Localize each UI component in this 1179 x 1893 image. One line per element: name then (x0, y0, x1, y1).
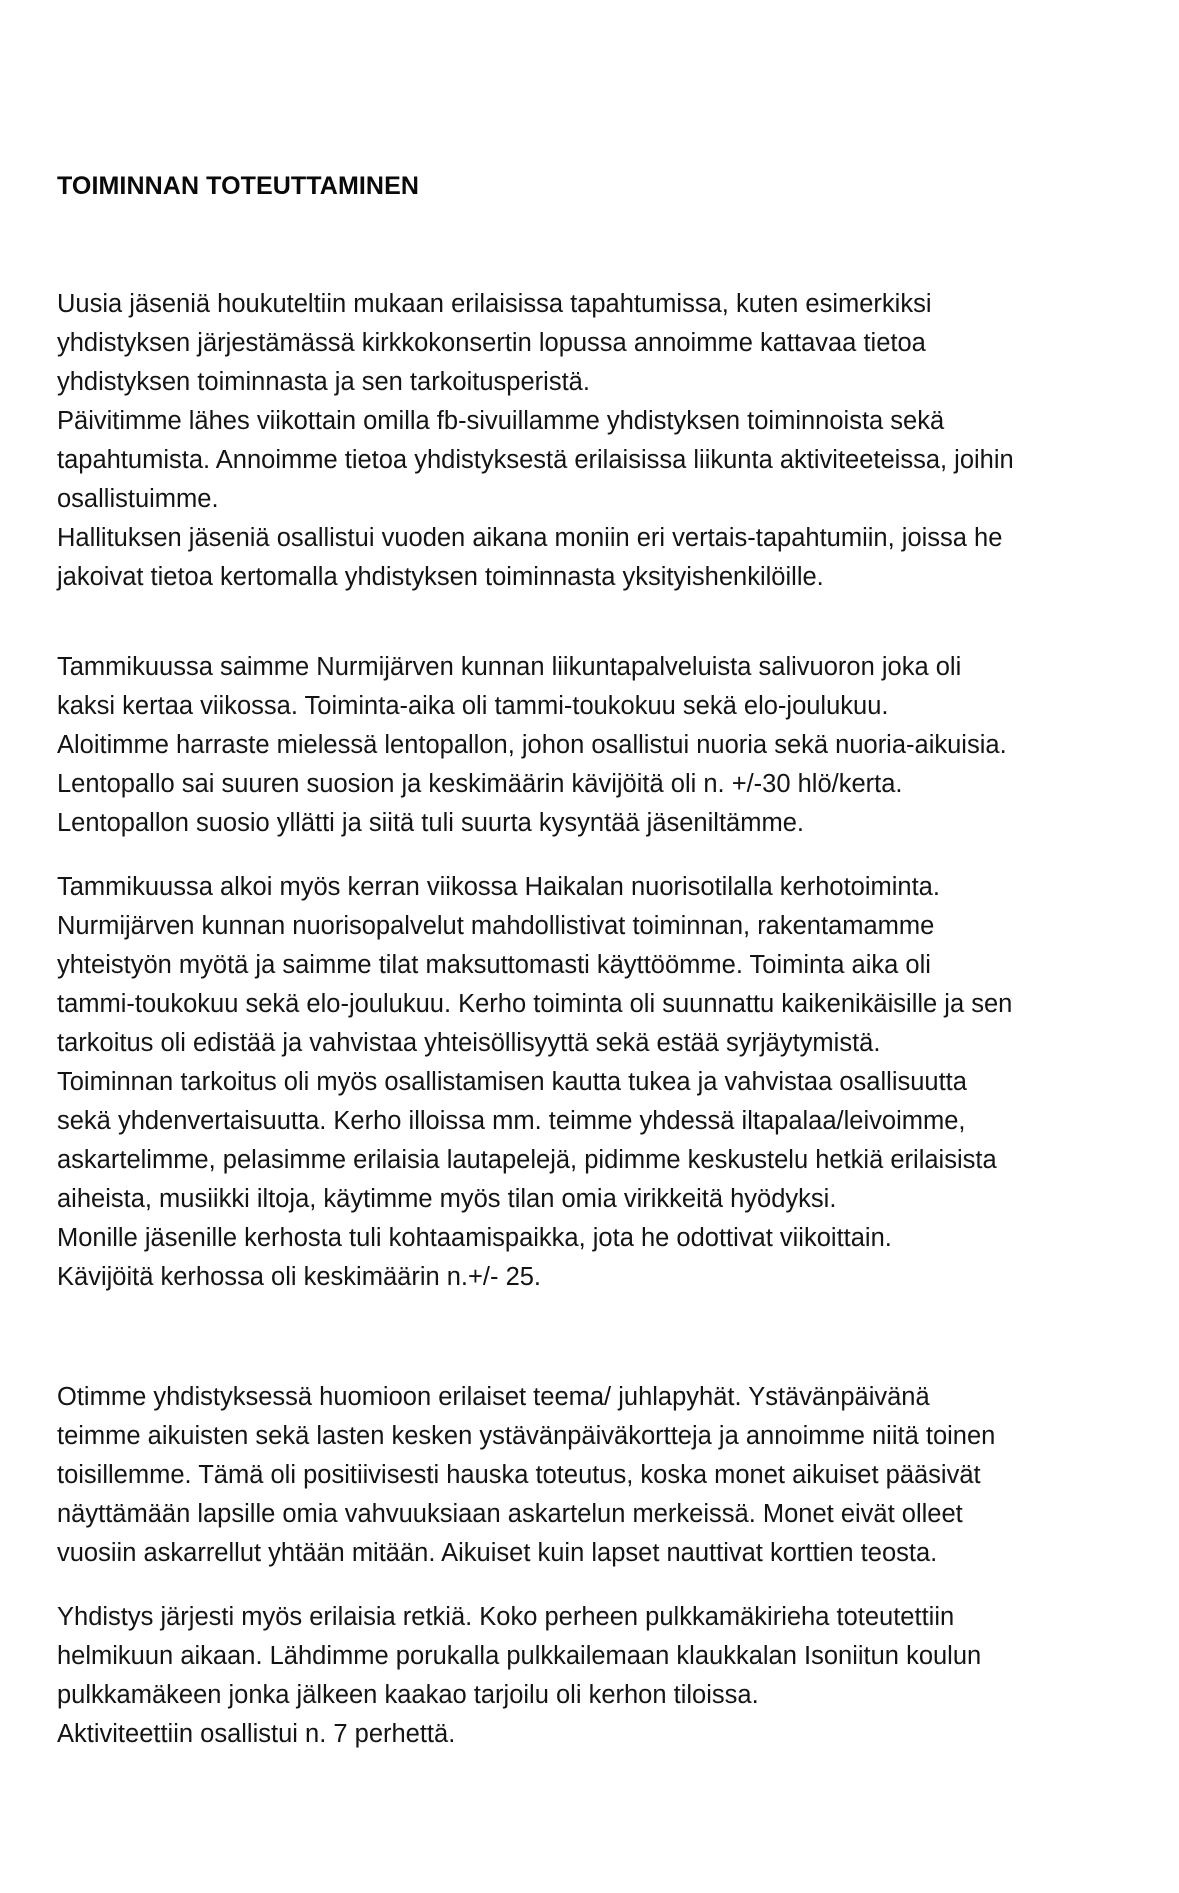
text-line: Yhdistys järjesti myös erilaisia retkiä. Koko perheen pulkkamäkirieha toteutettiin (57, 1603, 955, 1631)
text-line: Aktiviteettiin osallistui n. 7 perhettä. (57, 1720, 456, 1748)
text-line: tammi-toukokuu sekä elo-joulukuu. Kerho toiminta oli suunnattu kaikenikäisille ja sen (57, 990, 1013, 1018)
text-line: tarkoitus oli edistää ja vahvistaa yhteisöllisyyttä sekä estää syrjäytymistä. (57, 1029, 881, 1057)
text-line: Otimme yhdistyksessä huomioon erilaiset teema/ juhlapyhät. Ystävänpäivänä (57, 1383, 930, 1411)
paragraph-volleyball (57, 648, 1167, 843)
paragraph-member-recruitment (57, 285, 1167, 597)
text-line: aiheista, musiikki iltoja, käytimme myös tilan omia virikkeitä hyödyksi. (57, 1185, 837, 1213)
paragraph-holidays (57, 1378, 1167, 1573)
text-line: Toiminnan tarkoitus oli myös osallistamisen kautta tukea ja vahvistaa osallisuutta (57, 1068, 967, 1096)
text-line: Uusia jäseniä houkuteltiin mukaan erilaisissa tapahtumissa, kuten esimerkiksi (57, 290, 932, 318)
text-line: sekä yhdenvertaisuutta. Kerho illoissa mm. teimme yhdessä iltapalaa/leivoimme, (57, 1107, 966, 1135)
text-line: Aloitimme harraste mielessä lentopallon, johon osallistui nuoria sekä nuoria-aikuisia. (57, 731, 1007, 759)
text-line: näyttämään lapsille omia vahvuuksiaan askartelun merkeissä. Monet eivät olleet (57, 1500, 963, 1528)
text-line: Hallituksen jäseniä osallistui vuoden aikana moniin eri vertais-tapahtumiin, joissa he (57, 524, 1003, 552)
paragraph-club-activity (57, 868, 1167, 1297)
text-line: Kävijöitä kerhossa oli keskimäärin n.+/- 25. (57, 1263, 542, 1291)
text-line: yhdistyksen järjestämässä kirkkokonsertin lopussa annoimme kattavaa tietoa (57, 329, 926, 357)
text-line: askartelimme, pelasimme erilaisia lautapelejä, pidimme keskustelu hetkiä erilaisista (57, 1146, 997, 1174)
text-line: pulkkamäkeen jonka jälkeen kaakao tarjoilu oli kerhon tiloissa. (57, 1681, 759, 1709)
text-line: teimme aikuisten sekä lasten kesken ystävänpäiväkortteja ja annoimme niitä toinen (57, 1422, 996, 1450)
text-line: Lentopallon suosio yllätti ja siitä tuli suurta kysyntää jäseniltämme. (57, 809, 804, 837)
text-line: vuosiin askarrellut yhtään mitään. Aikuiset kuin lapset nauttivat korttien teosta. (57, 1539, 938, 1567)
text-line: yhdistyksen toiminnasta ja sen tarkoitusperistä. (57, 368, 590, 396)
paragraph-trips (57, 1598, 1167, 1754)
text-line: kaksi kertaa viikossa. Toiminta-aika oli tammi-toukokuu sekä elo-joulukuu. (57, 692, 889, 720)
text-line: Nurmijärven kunnan nuorisopalvelut mahdollistivat toiminnan, rakentamamme (57, 912, 935, 940)
text-line: toisillemme. Tämä oli positiivisesti hauska toteutus, koska monet aikuiset pääsivät (57, 1461, 981, 1489)
text-line: tapahtumista. Annoimme tietoa yhdistyksestä erilaisissa liikunta aktiviteeteissa, joihin (57, 446, 1014, 474)
text-line: osallistuimme. (57, 485, 219, 513)
text-line: Päivitimme lähes viikottain omilla fb-sivuillamme yhdistyksen toiminnoista sekä (57, 407, 945, 435)
text-line: Tammikuussa alkoi myös kerran viikossa Haikalan nuorisotilalla kerhotoiminta. (57, 873, 940, 901)
section-heading: TOIMINNAN TOTEUTTAMINEN (57, 172, 420, 200)
text-line: yhteistyön myötä ja saimme tilat maksuttomasti käyttöömme. Toiminta aika oli (57, 951, 931, 979)
text-line: helmikuun aikaan. Lähdimme porukalla pulkkailemaan klaukkalan Isoniitun koulun (57, 1642, 982, 1670)
text-line: Monille jäsenille kerhosta tuli kohtaamispaikka, jota he odottivat viikoittain. (57, 1224, 892, 1252)
text-line: Lentopallo sai suuren suosion ja keskimäärin kävijöitä oli n. +/-30 hlö/kerta. (57, 770, 903, 798)
text-line: jakoivat tietoa kertomalla yhdistyksen toiminnasta yksityishenkilöille. (57, 563, 824, 591)
text-line: Tammikuussa saimme Nurmijärven kunnan liikuntapalveluista salivuoron joka oli (57, 653, 962, 681)
